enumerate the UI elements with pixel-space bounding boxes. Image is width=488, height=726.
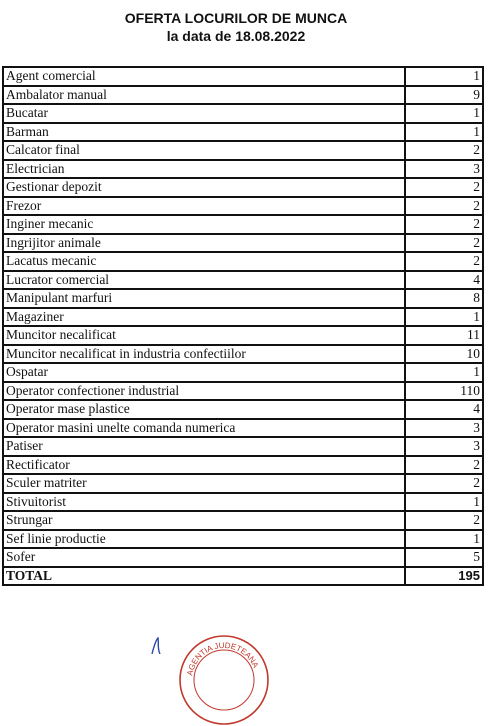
job-title-cell: Ingrijitor animale bbox=[3, 234, 405, 253]
table-row bbox=[3, 289, 483, 308]
vacancy-count-cell: 110 bbox=[405, 382, 483, 401]
page-subtitle: la data de 18.08.2022 bbox=[166, 28, 306, 44]
vacancy-count-cell: 2 bbox=[405, 215, 483, 234]
job-title-cell: Operator masini unelte comanda numerica bbox=[3, 419, 405, 438]
job-title-cell: Operator mase plastice bbox=[3, 400, 405, 419]
vacancy-count-cell: 1 bbox=[405, 493, 483, 512]
vacancy-count-cell: 11 bbox=[405, 326, 483, 345]
job-offers-body bbox=[3, 67, 483, 585]
document-header bbox=[0, 9, 472, 45]
job-title-cell: Manipulant marfuri bbox=[3, 289, 405, 308]
table-row bbox=[3, 160, 483, 179]
table-row bbox=[3, 67, 483, 86]
vacancy-count-cell: 2 bbox=[405, 197, 483, 216]
vacancy-count-cell: 4 bbox=[405, 400, 483, 419]
job-title-cell: Lacatus mecanic bbox=[3, 252, 405, 271]
vacancy-count-cell: 2 bbox=[405, 252, 483, 271]
job-title-cell: Frezor bbox=[3, 197, 405, 216]
job-title-cell: Patiser bbox=[3, 437, 405, 456]
official-stamp bbox=[178, 634, 270, 726]
vacancy-count-cell: 1 bbox=[405, 308, 483, 327]
vacancy-count-cell: 3 bbox=[405, 419, 483, 438]
total-label: TOTAL bbox=[3, 567, 405, 586]
table-row bbox=[3, 345, 483, 364]
vacancy-count-cell: 1 bbox=[405, 530, 483, 549]
table-row bbox=[3, 123, 483, 142]
total-value: 195 bbox=[405, 567, 483, 586]
svg-text:AGENTIA JUDETEANA: AGENTIA JUDETEANA bbox=[185, 640, 261, 677]
vacancy-count-cell: 5 bbox=[405, 548, 483, 567]
signature-mark bbox=[142, 636, 172, 654]
job-title-cell: Rectificator bbox=[3, 456, 405, 475]
table-row bbox=[3, 234, 483, 253]
vacancy-count-cell: 10 bbox=[405, 345, 483, 364]
job-title-cell: Stivuitorist bbox=[3, 493, 405, 512]
job-title-cell: Gestionar depozit bbox=[3, 178, 405, 197]
table-row bbox=[3, 252, 483, 271]
job-title-cell: Sofer bbox=[3, 548, 405, 567]
job-title-cell: Bucatar bbox=[3, 104, 405, 123]
job-title-cell: Inginer mecanic bbox=[3, 215, 405, 234]
job-title-cell: Calcator final bbox=[3, 141, 405, 160]
table-row bbox=[3, 511, 483, 530]
job-title-cell: Ambalator manual bbox=[3, 86, 405, 105]
vacancy-count-cell: 1 bbox=[405, 363, 483, 382]
vacancy-count-cell: 1 bbox=[405, 123, 483, 142]
job-title-cell: Strungar bbox=[3, 511, 405, 530]
table-row bbox=[3, 271, 483, 290]
table-row bbox=[3, 86, 483, 105]
vacancy-count-cell: 1 bbox=[405, 104, 483, 123]
table-row bbox=[3, 141, 483, 160]
job-title-cell: Ospatar bbox=[3, 363, 405, 382]
vacancy-count-cell: 2 bbox=[405, 456, 483, 475]
job-title-cell: Muncitor necalificat bbox=[3, 326, 405, 345]
job-title-cell: Operator confectioner industrial bbox=[3, 382, 405, 401]
job-title-cell: Barman bbox=[3, 123, 405, 142]
table-row bbox=[3, 382, 483, 401]
table-row bbox=[3, 308, 483, 327]
page-title: OFERTA LOCURILOR DE MUNCA bbox=[124, 10, 348, 26]
job-title-cell: Sef linie productie bbox=[3, 530, 405, 549]
table-row bbox=[3, 437, 483, 456]
vacancy-count-cell: 2 bbox=[405, 511, 483, 530]
table-row bbox=[3, 197, 483, 216]
table-row bbox=[3, 400, 483, 419]
job-title-cell: Sculer matriter bbox=[3, 474, 405, 493]
table-row bbox=[3, 363, 483, 382]
table-row bbox=[3, 456, 483, 475]
table-row bbox=[3, 474, 483, 493]
job-title-cell: Muncitor necalificat in industria confectiilor bbox=[3, 345, 405, 364]
vacancy-count-cell: 2 bbox=[405, 234, 483, 253]
job-title-cell: Agent comercial bbox=[3, 67, 405, 86]
table-row bbox=[3, 419, 483, 438]
table-row bbox=[3, 326, 483, 345]
table-row bbox=[3, 178, 483, 197]
table-row bbox=[3, 548, 483, 567]
table-row bbox=[3, 530, 483, 549]
vacancy-count-cell: 3 bbox=[405, 160, 483, 179]
total-row bbox=[3, 567, 483, 586]
vacancy-count-cell: 2 bbox=[405, 178, 483, 197]
table-row bbox=[3, 104, 483, 123]
table-row bbox=[3, 493, 483, 512]
vacancy-count-cell: 9 bbox=[405, 86, 483, 105]
vacancy-count-cell: 2 bbox=[405, 474, 483, 493]
vacancy-count-cell: 3 bbox=[405, 437, 483, 456]
job-title-cell: Electrician bbox=[3, 160, 405, 179]
vacancy-count-cell: 2 bbox=[405, 141, 483, 160]
vacancy-count-cell: 8 bbox=[405, 289, 483, 308]
table-row bbox=[3, 215, 483, 234]
job-offers-table bbox=[2, 66, 484, 586]
job-title-cell: Magaziner bbox=[3, 308, 405, 327]
vacancy-count-cell: 4 bbox=[405, 271, 483, 290]
vacancy-count-cell: 1 bbox=[405, 67, 483, 86]
job-title-cell: Lucrator comercial bbox=[3, 271, 405, 290]
